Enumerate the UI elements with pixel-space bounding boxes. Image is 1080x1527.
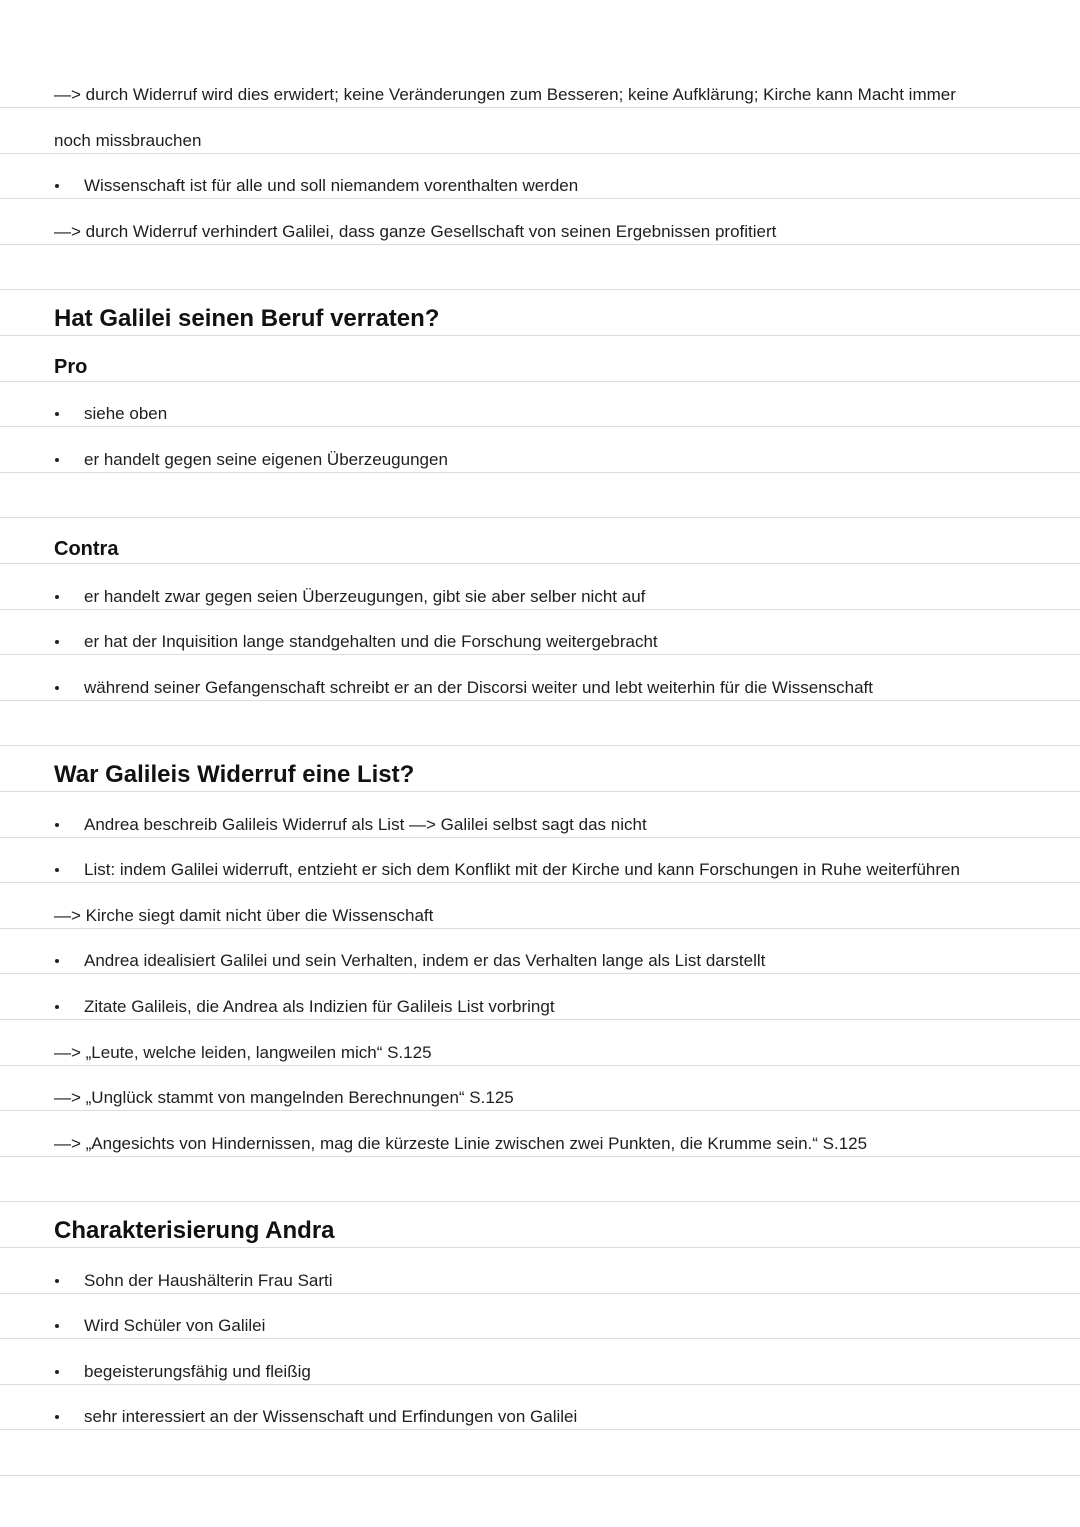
ruled-line xyxy=(0,426,1080,427)
ruled-line xyxy=(0,381,1080,382)
ruled-line xyxy=(0,107,1080,108)
line-text: Sohn der Haushälterin Frau Sarti xyxy=(84,1271,333,1290)
bullet-item xyxy=(0,803,1080,833)
ruled-line xyxy=(0,198,1080,199)
bullet-icon xyxy=(55,686,59,690)
bullet-item xyxy=(0,1304,1080,1334)
line-text: List: indem Galilei widerruft, entzieht er sich dem Konflikt mit der Kirche und kann Forschungen in Ruhe weiterführen xyxy=(84,860,960,879)
bullet-item xyxy=(0,848,1080,878)
line-text: während seiner Gefangenschaft schreibt er an der Discorsi weiter und lebt weiterhin für die Wissenschaft xyxy=(84,678,873,697)
ruled-line xyxy=(0,791,1080,792)
subsection-heading xyxy=(0,529,1080,559)
line-text: Andrea beschreib Galileis Widerruf als List —> Galilei selbst sagt das nicht xyxy=(84,815,647,834)
line-text: Zitate Galileis, die Andrea als Indizien für Galileis List vorbringt xyxy=(84,997,555,1016)
ruled-line xyxy=(0,1156,1080,1157)
line-text: er handelt zwar gegen seien Überzeugungen, gibt sie aber selber nicht auf xyxy=(84,587,646,606)
line-text: Wissenschaft ist für alle und soll niemandem vorenthalten werden xyxy=(84,176,579,195)
ruled-line xyxy=(0,700,1080,701)
text-line xyxy=(0,894,1080,924)
bullet-icon xyxy=(55,1324,59,1328)
line-text: Pro xyxy=(54,356,88,378)
bullet-icon xyxy=(55,959,59,963)
line-text: War Galileis Widerruf eine List? xyxy=(54,761,415,788)
ruled-line xyxy=(0,1247,1080,1248)
bullet-icon xyxy=(55,1279,59,1283)
ruled-line xyxy=(0,928,1080,929)
ruled-line xyxy=(0,1384,1080,1385)
line-text: siehe oben xyxy=(84,404,168,423)
ruled-line xyxy=(0,563,1080,564)
section-heading xyxy=(0,1213,1080,1243)
line-text: —> durch Widerruf wird dies erwidert; keine Veränderungen zum Besseren; keine Aufklärung; Kirche kann Macht immer xyxy=(54,85,956,104)
bullet-item xyxy=(0,939,1080,969)
bullet-icon xyxy=(55,412,59,416)
bullet-icon xyxy=(55,823,59,827)
text-line xyxy=(0,1031,1080,1061)
ruled-line xyxy=(0,472,1080,473)
bullet-item xyxy=(0,666,1080,696)
text-line xyxy=(0,1122,1080,1152)
ruled-line xyxy=(0,1065,1080,1066)
bullet-icon xyxy=(55,1415,59,1419)
ruled-line xyxy=(0,1110,1080,1111)
ruled-line xyxy=(0,837,1080,838)
ruled-line xyxy=(0,517,1080,518)
bullet-icon xyxy=(55,184,59,188)
bullet-item xyxy=(0,392,1080,422)
ruled-line xyxy=(0,335,1080,336)
bullet-item xyxy=(0,1395,1080,1425)
ruled-line xyxy=(0,654,1080,655)
line-text: —> „Angesichts von Hindernissen, mag die kürzeste Linie zwischen zwei Punkten, die Krumme sein.“ S.125 xyxy=(54,1134,868,1153)
line-text: noch missbrauchen xyxy=(54,131,202,150)
ruled-line xyxy=(0,1429,1080,1430)
bullet-icon xyxy=(55,1370,59,1374)
bullet-icon xyxy=(55,868,59,872)
bullet-icon xyxy=(55,595,59,599)
line-text: —> „Unglück stammt von mangelnden Berechnungen“ S.125 xyxy=(54,1088,514,1107)
line-text: sehr interessiert an der Wissenschaft und Erfindungen von Galilei xyxy=(84,1407,578,1426)
ruled-line xyxy=(0,244,1080,245)
ruled-line xyxy=(0,745,1080,746)
line-text: begeisterungsfähig und fleißig xyxy=(84,1362,311,1381)
line-text: er handelt gegen seine eigenen Überzeugungen xyxy=(84,450,448,469)
section-heading xyxy=(0,301,1080,331)
ruled-line xyxy=(0,1475,1080,1476)
line-text: —> „Leute, welche leiden, langweilen mich“ S.125 xyxy=(54,1043,432,1062)
line-text: er hat der Inquisition lange standgehalten und die Forschung weitergebracht xyxy=(84,632,658,651)
bullet-item xyxy=(0,575,1080,605)
line-text: —> Kirche siegt damit nicht über die Wissenschaft xyxy=(54,906,434,925)
text-line xyxy=(0,73,1080,103)
bullet-item xyxy=(0,620,1080,650)
bullet-icon xyxy=(55,458,59,462)
text-line xyxy=(0,119,1080,149)
bullet-item xyxy=(0,164,1080,194)
line-text: —> durch Widerruf verhindert Galilei, dass ganze Gesellschaft von seinen Ergebnissen profitiert xyxy=(54,222,777,241)
ruled-line xyxy=(0,1019,1080,1020)
line-text: Hat Galilei seinen Beruf verraten? xyxy=(54,305,440,332)
ruled-line xyxy=(0,1338,1080,1339)
ruled-line xyxy=(0,153,1080,154)
text-line xyxy=(0,1076,1080,1106)
line-text: Charakterisierung Andra xyxy=(54,1217,335,1244)
line-text: Contra xyxy=(54,538,119,560)
line-text: Andrea idealisiert Galilei und sein Verhalten, indem er das Verhalten lange als List darstellt xyxy=(84,951,766,970)
ruled-line xyxy=(0,973,1080,974)
section-heading xyxy=(0,757,1080,787)
bullet-item xyxy=(0,1259,1080,1289)
text-line xyxy=(0,210,1080,240)
line-text: Wird Schüler von Galilei xyxy=(84,1316,266,1335)
ruled-line xyxy=(0,1293,1080,1294)
ruled-line xyxy=(0,1201,1080,1202)
ruled-line xyxy=(0,289,1080,290)
bullet-icon xyxy=(55,640,59,644)
ruled-line xyxy=(0,882,1080,883)
subsection-heading xyxy=(0,347,1080,377)
bullet-item xyxy=(0,1350,1080,1380)
ruled-line xyxy=(0,609,1080,610)
bullet-item xyxy=(0,438,1080,468)
bullet-item xyxy=(0,985,1080,1015)
bullet-icon xyxy=(55,1005,59,1009)
